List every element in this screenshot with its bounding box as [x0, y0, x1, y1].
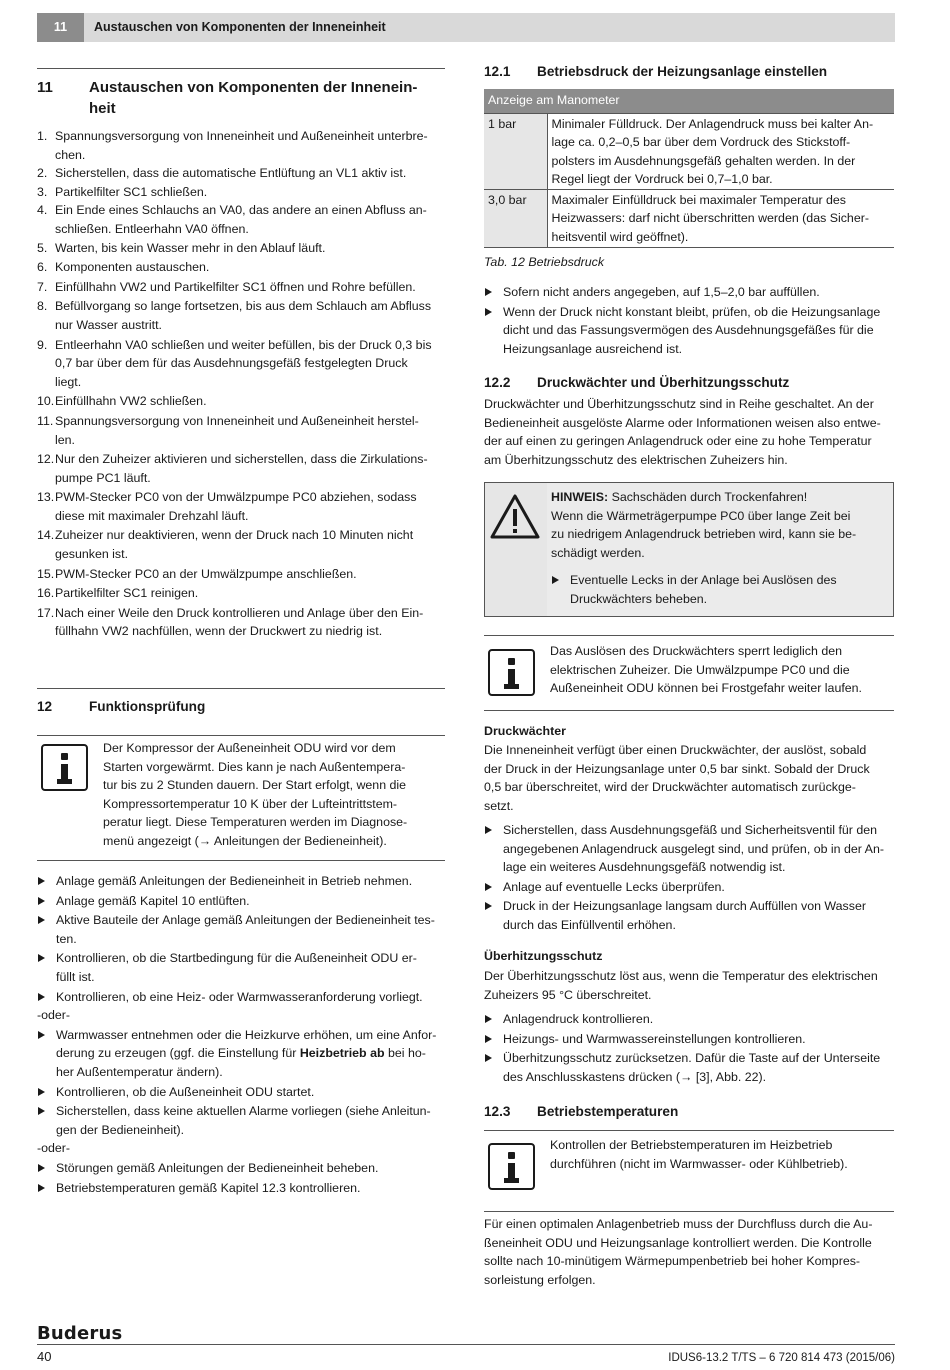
info-note — [37, 735, 445, 861]
section-title: Austauschen von Komponenten der Innenein- heit — [89, 79, 418, 117]
info-note-text: Das Auslösen des Druckwächters sperrt lediglich den elektrischen Zuheizer. Die Umwälzpumpe PC0 und die Außeneinheit ODU können bei Frostgefahr weiter laufen. — [550, 644, 863, 696]
list-item: 4. Ein Ende eines Schlauchs an VA0, das andere an einen Abfluss an- schließen. Entleerhahn VA0 öffnen. — [37, 203, 427, 236]
list-item: 5. Warten, bis kein Wasser mehr in den Ablauf läuft. — [37, 240, 326, 255]
list-item: Kontrollieren, ob eine Heiz- oder Warmwasseranforderung vorliegt. — [37, 988, 447, 1007]
list-item: Aktive Bauteile der Anlage gemäß Anleitungen der Bedieneinheit tes- ten. — [37, 911, 447, 948]
section-number: 11 — [37, 79, 53, 96]
list-item: Kontrollieren, ob die Startbedingung für die Außeneinheit ODU er- füllt ist. — [37, 949, 447, 986]
page-header — [37, 13, 895, 42]
section-title: Druckwächter und Überhitzungsschutz — [537, 375, 790, 390]
list-item: Sicherstellen, dass keine aktuellen Alarme vorliegen (siehe Anleitun- gen der Bedieneinheit). — [37, 1102, 447, 1139]
paragraph: Die Inneneinheit verfügt über einen Druckwächter, der auslöst, sobald der Druck in der Heizungsanlage unter 0,5 bar sinkt. Sobald der Druck 0,5 bar überschreitet, wird der Druckwächter automatisch zurückge- setzt. — [484, 743, 870, 813]
page-number: 40 — [37, 1349, 52, 1364]
list-item: 7. Einfüllhahn VW2 und Partikelfilter SC1 öffnen und Rohre befüllen. — [37, 279, 416, 294]
info-icon — [488, 1143, 535, 1190]
notice-box — [484, 482, 894, 617]
notice-icon-panel — [485, 483, 547, 616]
section-number: 12 — [37, 699, 53, 714]
list-item: 2. Sicherstellen, dass die automatische Entlüftung an VL1 aktiv ist. — [37, 166, 407, 181]
list-item: 6. Komponenten austauschen. — [37, 260, 210, 275]
list-item: -oder- — [37, 1008, 71, 1023]
list-item: Heizungs- und Warmwassereinstellungen kontrollieren. — [484, 1030, 894, 1049]
list-item: Betriebstemperaturen gemäß Kapitel 12.3 kontrollieren. — [37, 1179, 447, 1198]
list-item: 11. Spannungsversorgung von Inneneinheit und Außeneinheit herstel- len. — [37, 413, 419, 447]
list-item: 15. PWM-Stecker PC0 an der Umwälzpumpe anschließen. — [37, 566, 357, 581]
section-title: Betriebstemperaturen — [537, 1104, 679, 1119]
table-row — [484, 189, 894, 247]
info-icon — [488, 649, 535, 696]
paragraph: Druckwächter und Überhitzungsschutz sind in Reihe geschaltet. An der Bedieneinheit ausgelöste Alarme oder Informationen weisen also entwe- der auf einen zu geringen Anlagendruck oder eine zu hohe Temperatur am Überhitzungsschutz des elektrischen Zuheizers hin. — [484, 397, 881, 467]
list-item: Überhitzungsschutz zurücksetzen. Dafür die Taste auf der Unterseite des Anschlusskastens drücken (→ [3], Abb. 22). — [484, 1049, 894, 1086]
section-rule — [37, 68, 445, 69]
section-title: Funktionsprüfung — [89, 699, 206, 714]
list-item: Kontrollieren, ob die Außeneinheit ODU startet. — [37, 1083, 447, 1102]
notice-bullet-list — [551, 571, 881, 608]
bullet-list — [484, 283, 894, 358]
list-item: Warmwasser entnehmen oder die Heizkurve erhöhen, um eine Anfor- derung zu erzeugen (ggf. die Einstellung für Heizbetrieb ab bei ho- her Außentemperatur ändern). — [37, 1026, 447, 1082]
list-item: Störungen gemäß Anleitungen der Bedieneinheit beheben. — [37, 1159, 447, 1178]
section-rule — [37, 688, 445, 689]
notice-title: HINWEIS: Sachschäden durch Trockenfahren! — [551, 490, 808, 504]
info-note — [484, 635, 894, 711]
table-header-cell: Anzeige am Manometer — [484, 89, 894, 113]
section-number: 12.3 — [484, 1104, 511, 1119]
bullet-list — [484, 821, 894, 935]
list-item: Sofern nicht anders angegeben, auf 1,5–2,0 bar auffüllen. — [484, 283, 894, 302]
list-item: 14. Zuheizer nur deaktivieren, wenn der Druck nach 10 Minuten nicht gesunken ist. — [37, 528, 414, 562]
table-cell-key: 3,0 bar — [484, 189, 547, 247]
notice-content: HINWEIS: Sachschäden durch Trockenfahren! Wenn die Wärmeträgerpumpe PC0 über lange Zeit bei zu niedrigem Anlagendruck betrieben wird, kann sie be- schädigt werden. Eventuelle Lecks in der Anlage bei Auslösen des Druckwächters beheben. — [547, 483, 893, 616]
list-item: Anlage gemäß Kapitel 10 entlüften. — [37, 892, 447, 911]
list-item: 1. Spannungsversorgung von Inneneinheit und Außeneinheit unterbre- chen. — [37, 129, 428, 162]
table-header-row — [484, 89, 894, 113]
info-icon — [41, 744, 88, 791]
section-number: 12.2 — [484, 375, 511, 390]
list-item: 10. Einfüllhahn VW2 schließen. — [37, 394, 207, 409]
list-item: 17. Nach einer Weile den Druck kontrollieren und Anlage über den Ein- füllhahn VW2 nachfüllen, wenn der Druckwert zu niedrig ist. — [37, 605, 424, 639]
info-note — [484, 1130, 894, 1212]
section-number: 12.1 — [484, 64, 511, 79]
list-item: 13. PWM-Stecker PC0 von der Umwälzpumpe PC0 abziehen, sodass diese mit maximaler Drehzahl läuft. — [37, 490, 417, 523]
paragraph: Für einen optimalen Anlagenbetrieb muss der Durchfluss durch die Au- ßeneinheit ODU und Heizungsanlage kontrolliert werden. Die Kontrolle sollte nach 10-minütigem Wärmepumpenbetrieb bei hoher Kompres- sorleistung erfolgen. — [484, 1217, 873, 1287]
table-cell-key: 1 bar — [484, 113, 547, 189]
list-item: Eventuelle Lecks in der Anlage bei Auslösen des Druckwächters beheben. — [551, 571, 881, 608]
info-note-text: Der Kompressor der Außeneinheit ODU wird vor dem Starten vorgewärmt. Dies kann je nach Außentempera- tur bis zu 2 Stunden dauern. Der Start erfolgt, wenn die Kompressortemperatur 10 K über der Lufteintrittstem- peratur liegt. Diese Temperaturen werden im Diagnose- menü angezeigt (→ Anleitungen der Bedieneinheit). — [103, 741, 408, 848]
header-chapter-number: 11 — [37, 13, 84, 42]
list-item: Anlage gemäß Anleitungen der Bedieneinheit in Betrieb nehmen. — [37, 872, 447, 891]
bullet-list — [484, 1010, 894, 1086]
table-cell-value: Maximaler Einfülldruck bei maximaler Temperatur des Heizwassers: darf nicht überschritten werden (das Sicher- heitsventil wird geöffnet). — [547, 189, 894, 247]
table-row — [484, 113, 894, 189]
table-caption: Tab. 12 Betriebsdruck — [484, 255, 605, 269]
step-list — [37, 127, 447, 641]
list-item: Anlagendruck kontrollieren. — [484, 1010, 894, 1029]
header-chapter-title: Austauschen von Komponenten der Inneneinheit — [94, 20, 386, 34]
pressure-table — [484, 89, 894, 248]
list-item: 12. Nur den Zuheizer aktivieren und sicherstellen, dass die Zirkulations- pumpe PC1 läuft. — [37, 452, 428, 485]
table-cell-value: Minimaler Fülldruck. Der Anlagendruck muss bei kalter An- lage ca. 0,2–0,5 bar über dem Vordruck des Stickstoff- polsters im Ausdehnungsgefäß gehalten werden. In der Regel liegt der Vordruck bei 0,7–1,0 bar. — [547, 113, 894, 189]
list-item: 16. Partikelfilter SC1 reinigen. — [37, 586, 199, 601]
warning-icon — [489, 493, 541, 541]
list-item: Druck in der Heizungsanlage langsam durch Auffüllen von Wasser durch das Einfüllventil erhöhen. — [484, 897, 894, 934]
paragraph: Der Überhitzungsschutz löst aus, wenn die Temperatur des elektrischen Zuheizers 95 °C überschreitet. — [484, 969, 878, 1002]
bullet-list — [37, 872, 447, 1197]
section-11-heading — [37, 77, 445, 121]
info-note-text: Kontrollen der Betriebstemperaturen im Heizbetrieb durchführen (nicht im Warmwasser- oder Kühlbetrieb). — [550, 1138, 848, 1171]
subheading: Überhitzungsschutz — [484, 949, 603, 963]
footer-rule — [37, 1344, 895, 1345]
subheading: Druckwächter — [484, 724, 566, 738]
list-item: 9. Entleerhahn VA0 schließen und weiter befüllen, bis der Druck 0,3 bis 0,7 bar über dem für das Ausdehnungsgefäß festgelegten Druck liegt. — [37, 337, 432, 389]
list-item: Wenn der Druck nicht konstant bleibt, prüfen, ob die Heizungsanlage dicht und das Fassungsvermögen des Ausdehnungsgefäßes für die Heizungsanlage ausreichend ist. — [484, 303, 894, 359]
section-title: Betriebsdruck der Heizungsanlage einstellen — [537, 64, 828, 79]
list-item: 3. Partikelfilter SC1 schließen. — [37, 184, 208, 199]
list-item: -oder- — [37, 1141, 71, 1156]
document-id: IDUS6-13.2 T/TS – 6 720 814 473 (2015/06) — [668, 1352, 895, 1364]
list-item: Sicherstellen, dass Ausdehnungsgefäß und Sicherheitsventil für den angegebenen Anlagendruck ausgelegt sind, und prüfen, ob in der An- lage ein weiteres Ausdehnungsgefäß notwendig ist. — [484, 821, 894, 877]
brand-logo: Buderus — [37, 1323, 123, 1344]
list-item: 8. Befüllvorgang so lange fortsetzen, bis aus dem Schlauch am Abfluss nur Wasser austritt. — [37, 299, 432, 332]
list-item: Anlage auf eventuelle Lecks überprüfen. — [484, 878, 894, 897]
